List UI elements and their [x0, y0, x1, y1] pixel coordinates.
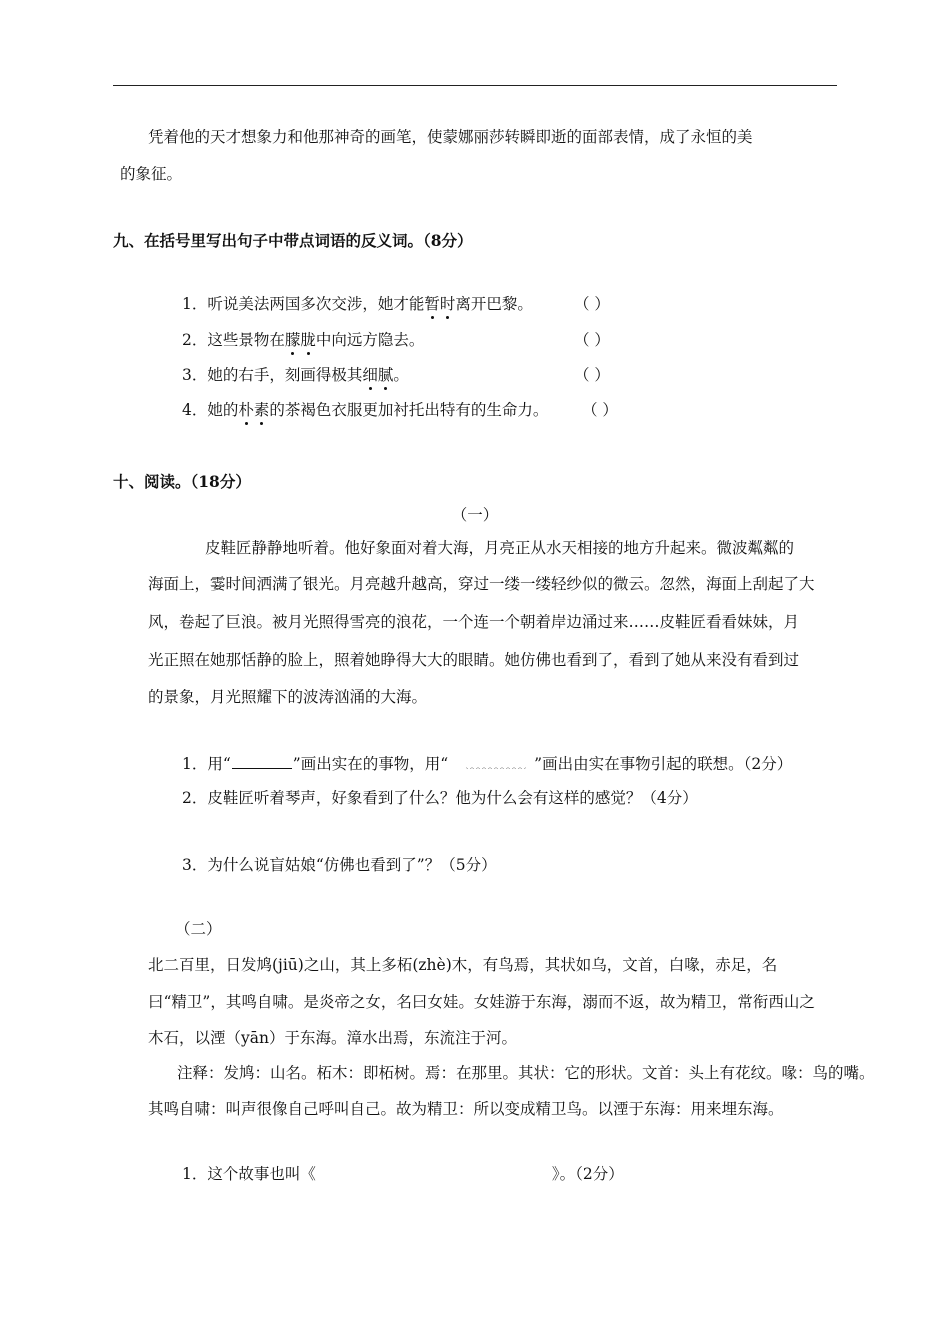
wavy-underline-sample	[466, 757, 526, 769]
dotted-char: 素	[253, 401, 270, 419]
dotted-char: 细	[362, 366, 378, 384]
part2-note-line: 注释：发鸠：山名。柘木：即柘树。焉：在那里。其状：它的形状。文首：头上有花纹。喙：鸟的嘴。	[177, 1064, 875, 1082]
part2-question-1: 1．这个故事也叫《 》。（2分）	[182, 1165, 624, 1183]
section9-title: 九、在括号里写出句子中带点词语的反义词。（8分）	[113, 231, 473, 250]
dotted-char: 朦	[284, 331, 301, 349]
part1-paragraph-line: 海面上，霎时间洒满了银光。月亮越升越高，穿过一缕一缕轻纱似的微云。忽然，海面上刮起了大	[148, 575, 815, 593]
intro-line-2: 的象征。	[120, 165, 183, 183]
part1-label: （一）	[451, 506, 499, 524]
part2-paragraph-line: 北二百里，日发鸠(jiū)之山，其上多柘(zhè)木，有鸟焉，其状如乌，文首，白喙，赤足，名	[148, 956, 778, 974]
straight-underline-sample	[232, 756, 292, 769]
part1-paragraph-line: 的景象，月光照耀下的波涛汹涌的大海。	[148, 688, 428, 706]
section10-title: 十、阅读。（18分）	[113, 472, 251, 491]
header-rule	[113, 85, 837, 86]
answer-blank-4[interactable]: （ ）	[582, 401, 618, 419]
intro-line-1: 凭着他的天才想象力和他那神奇的画笔，使蒙娜丽莎转瞬即逝的面部表情，成了永恒的美	[148, 128, 753, 146]
dotted-char: 时	[439, 295, 456, 313]
part2-paragraph-line: 曰“精卫”，其鸣自啸。是炎帝之女，名曰女娃。女娃游于东海，溺而不返，故为精卫，常衔西山之	[148, 993, 815, 1011]
section9-item-1: 1．听说美法两国多次交涉，她才能暂时离开巴黎。	[182, 295, 533, 313]
part1-question-2: 2．皮鞋匠听着琴声，好象看到了什么？他为什么会有这样的感觉？（4分）	[182, 789, 698, 807]
section9-item-4: 4．她的朴素的茶褐色衣服更加衬托出特有的生命力。	[182, 401, 549, 419]
part1-paragraph-line: 皮鞋匠静静地听着。他好象面对着大海，月亮正从水天相接的地方升起来。微波粼粼的	[205, 539, 795, 557]
dotted-char: 朴	[238, 401, 254, 419]
part2-note-line: 其鸣自啸：叫声很像自己呼叫自己。故为精卫：所以变成精卫鸟。以湮于东海：用来埋东海。	[148, 1100, 784, 1118]
answer-blank-1[interactable]: （ ）	[574, 295, 610, 313]
answer-blank-3[interactable]: （ ）	[574, 366, 610, 384]
part1-paragraph-line: 光正照在她那恬静的脸上，照着她睁得大大的眼睛。她仿佛也看到了，看到了她从来没有看到过	[148, 651, 800, 669]
part1-question-3: 3．为什么说盲姑娘“仿佛也看到了”？（5分）	[182, 856, 497, 874]
section9-item-2: 2．这些景物在朦胧中向远方隐去。	[182, 331, 425, 349]
answer-blank-2[interactable]: （ ）	[574, 331, 610, 349]
part1-question-1: 1．用“ ”画出实在的事物，用“ ”画出由实在事物引起的联想。（2分）	[182, 755, 793, 773]
dotted-char: 腻	[377, 366, 394, 384]
dotted-char: 暂	[424, 295, 440, 313]
part2-label: （二）	[175, 920, 222, 938]
part1-paragraph-line: 风，卷起了巨浪。被月光照得雪亮的浪花，一个连一个朝着岸边涌过来……皮鞋匠看看妹妹，月	[148, 613, 800, 631]
dotted-char: 胧	[300, 331, 316, 349]
part2-paragraph-line: 木石，以湮（yān）于东海。漳水出焉，东流注于河。	[148, 1029, 517, 1047]
section9-item-3: 3．她的右手，刻画得极其细腻。	[182, 366, 409, 384]
